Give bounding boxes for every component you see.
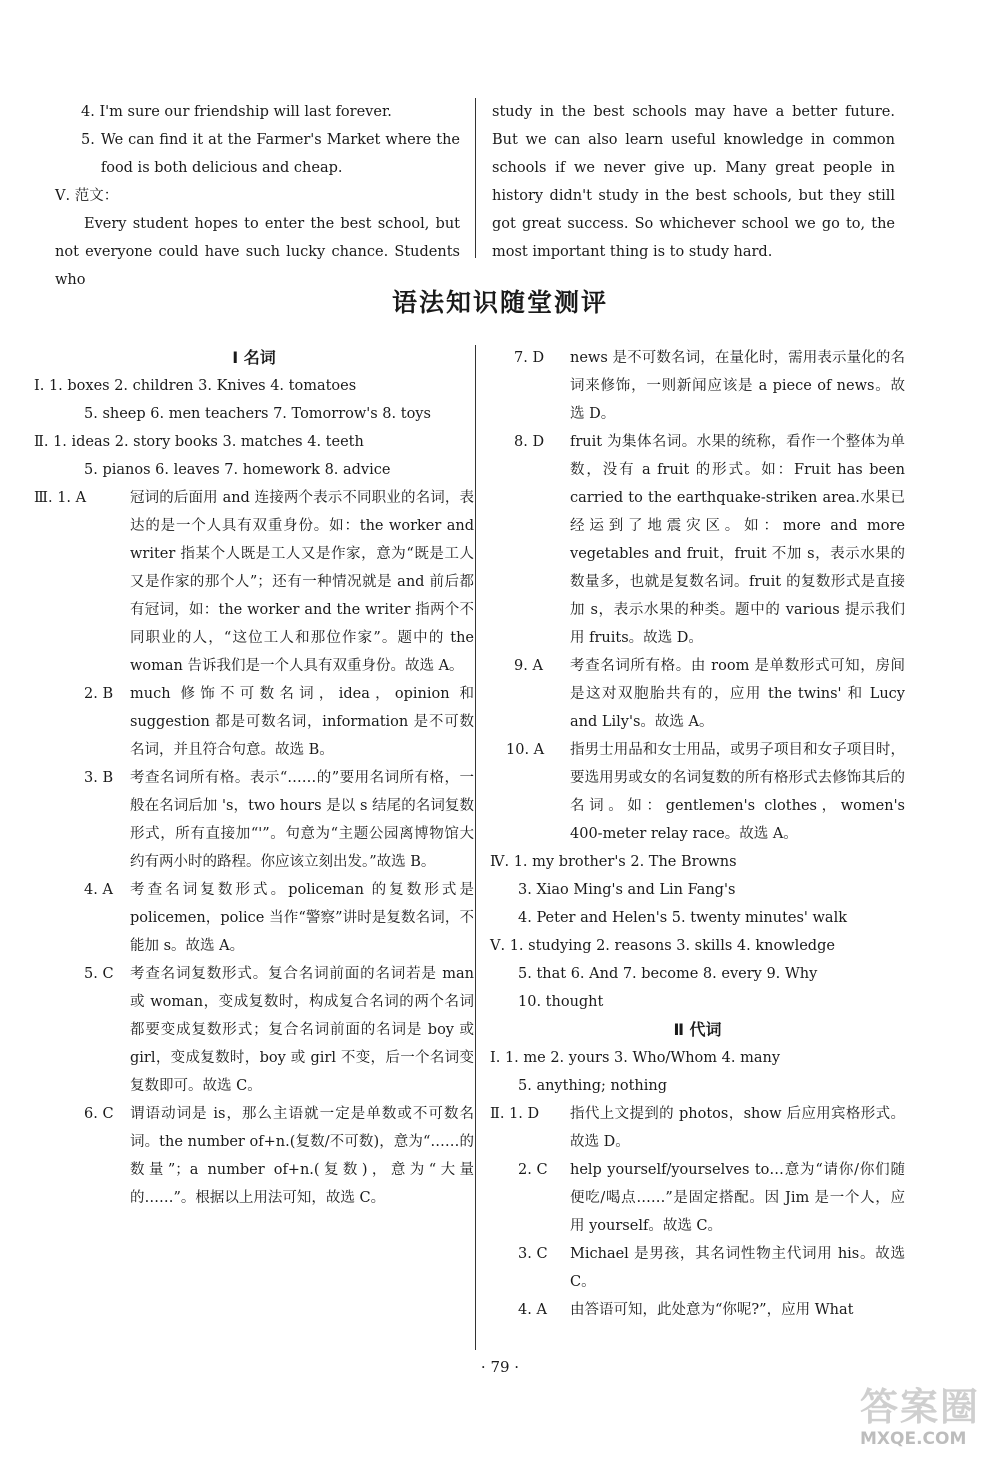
answer-line: 5. sheep 6. men teachers 7. Tomorrow's 8. toys — [84, 406, 431, 422]
explanation-item — [34, 764, 474, 876]
item-text: much 修饰不可数名词，idea，opinion 和 suggestion 都是可数名词，information 是不可数名词，并且符合句意。故选 B。 — [130, 686, 474, 758]
answer-line: 3. Xiao Ming's and Lin Fang's — [518, 882, 736, 898]
item-number: 2. C — [518, 1162, 548, 1178]
answer-line: Ⅴ. 1. studying 2. reasons 3. skills 4. knowledge — [490, 938, 835, 954]
explanation-item — [490, 1100, 905, 1156]
item-number: 3. C — [518, 1246, 548, 1262]
column-divider — [475, 345, 476, 1350]
item-text: 冠词的后面用 and 连接两个表示不同职业的名词，表达的是一个人具有双重身份。如：the worker and writer 指某个人既是工人又是作家，意为“既是工人又是作家的那个人”；还有一种情况就是 and 前后都有冠词，如：the worker and the writer 指两个不同职业的人，“这位工人和那位作家”。题中的 the woman 告诉我们是一个人具有双重身份。故选 A。 — [130, 490, 474, 674]
section-heading-nouns: Ⅰ 名词 — [232, 348, 276, 367]
item-number: Ⅱ. 1. D — [490, 1106, 540, 1122]
watermark-logo-text: 答案圈 — [860, 1385, 981, 1429]
item-number: 5. — [81, 132, 95, 148]
answer-line: 5. anything; nothing — [518, 1078, 668, 1094]
explanation-item — [34, 484, 474, 680]
item-text: news 是不可数名词，在量化时，需用表示量化的名词来修饰，一则新闻应该是 a piece of news。故选 D。 — [570, 350, 905, 422]
item-number: Ⅲ. 1. A — [34, 490, 87, 506]
answer-line: Ⅱ. 1. ideas 2. story books 3. matches 4. teeth — [34, 434, 364, 450]
item-text: 考查名词所有格。表示“……的”要用名词所有格，一般在名词后加 's，two hours 是以 s 结尾的名词复数形式，所有直接加“'”。句意为“主题公园离博物馆大约有两小时的路程。你应该立刻出发。”故选 B。 — [130, 770, 474, 870]
essay-paragraph: Every student hopes to enter the best school, but not everyone could have such lucky chance. Students who — [55, 216, 460, 288]
watermark-url: MXQE.COM — [860, 1429, 967, 1449]
answer-line: 5. pianos 6. leaves 7. homework 8. advice — [84, 462, 391, 478]
left-column — [34, 348, 474, 1212]
section-heading-pronouns: Ⅱ 代词 — [673, 1020, 722, 1039]
item-number: 4. A — [518, 1302, 547, 1318]
item-text: help yourself/yourselves to…意为“请你/你们随便吃/喝点……”是固定搭配。因 Jim 是一个人，应用 yourself。故选 C。 — [570, 1162, 905, 1234]
answer-line: 5. that 6. And 7. become 8. every 9. Why — [518, 966, 818, 982]
item-number: 7. D — [514, 350, 545, 366]
item-text: fruit 为集体名词。水果的统称，看作一个整体为单数，没有 a fruit 的形式。如：Fruit has been carried to the earthquake-striken area.水果已经运到了地震灾区。如：more and more vegetables and fruit，fruit 不加 s，表示水果的数量多，也就是复数名词。fruit 的复数形式是直接加 s，表示水果的种类。题中的 various 提示我们用 fruits。故选 D。 — [570, 434, 905, 646]
explanation-item — [490, 736, 905, 848]
item-number: 8. D — [514, 434, 545, 450]
column-divider — [475, 98, 476, 258]
item-number: 5. C — [84, 966, 114, 982]
item-number: 6. C — [84, 1106, 114, 1122]
item-text: We can find it at the Farmer's Market where the food is both delicious and cheap. — [100, 132, 460, 176]
explanation-item — [34, 876, 474, 960]
answer-line: 10. thought — [518, 994, 604, 1010]
essay-continuation: study in the best schools may have a better future. But we can also learn useful knowledge in common schools if we never give up. Many great people in history didn't study in the best schools, but they still got great success. So whichever school we go to, the most important thing is to study hard. — [492, 104, 895, 260]
explanation-item — [490, 1156, 905, 1240]
item-text: 考查名词复数形式。复合名词前面的名词若是 man 或 woman，变成复数时，构成复合名词的两个名词都要变成复数形式；复合名词前面的名词是 boy 或 girl，变成复数时，boy 或 girl 不变，后一个名词变复数即可。故选 C。 — [130, 966, 474, 1094]
page-title: 语法知识随堂测评 — [391, 288, 608, 317]
answer-line: Ⅰ. 1. me 2. yours 3. Who/Whom 4. many — [490, 1050, 781, 1066]
explanation-item — [490, 428, 905, 652]
explanation-item — [490, 1296, 905, 1324]
top-left-column — [55, 98, 460, 294]
explanation-item — [34, 1100, 474, 1212]
item-number: 9. A — [514, 658, 543, 674]
explanation-item — [34, 680, 474, 764]
answer-line: Ⅰ. 1. boxes 2. children 3. Knives 4. tomatoes — [34, 378, 357, 394]
right-column — [490, 344, 905, 1324]
explanation-item — [490, 652, 905, 736]
item-text: 指男士用品和女士用品，或男子项目和女子项目时，要选用男或女的名词复数的所有格形式去修饰其后的名词。如：gentlemen's clothes，women's 400-meter relay race。故选 A。 — [570, 742, 905, 842]
item-text: Michael 是男孩，其名词性物主代词用 his。故选 C。 — [570, 1246, 905, 1290]
item-text: 由答语可知，此处意为“你呢?”，应用 What — [570, 1302, 854, 1318]
top-right-column — [492, 98, 895, 266]
item-number: 10. A — [506, 742, 545, 758]
explanation-item — [490, 344, 905, 428]
item-text: 指代上文提到的 photos，show 后应用宾格形式。故选 D。 — [570, 1106, 905, 1150]
explanation-item — [490, 1240, 905, 1296]
answer-item-5 — [55, 126, 460, 182]
answer-line: Ⅳ. 1. my brother's 2. The Browns — [490, 854, 737, 870]
page-number: · 79 · — [480, 1358, 520, 1376]
item-number: 2. B — [84, 686, 114, 702]
answer-item-4: 4. I'm sure our friendship will last forever. — [81, 104, 392, 120]
explanation-item — [34, 960, 474, 1100]
item-text: 考查名词复数形式。policeman 的复数形式是 policemen，police 当作“警察”讲时是复数名词，不能加 s。故选 A。 — [130, 882, 474, 954]
answer-line: 4. Peter and Helen's 5. twenty minutes' walk — [518, 910, 847, 926]
item-number: 3. B — [84, 770, 114, 786]
item-number: 4. A — [84, 882, 113, 898]
watermark-logo — [860, 1385, 1000, 1461]
item-text: 考查名词所有格。由 room 是单数形式可知，房间是这对双胞胎共有的，应用 the twins' 和 Lucy and Lily's。故选 A。 — [570, 658, 905, 730]
section-heading: Ⅴ. 范文： — [55, 188, 119, 204]
item-text: 谓语动词是 is，那么主语就一定是单数或不可数名词。the number of+n.(复数/不可数)，意为“……的数量”；a number of+n.(复数)，意为“大量的……”。根据以上用法可知，故选 C。 — [130, 1106, 474, 1206]
